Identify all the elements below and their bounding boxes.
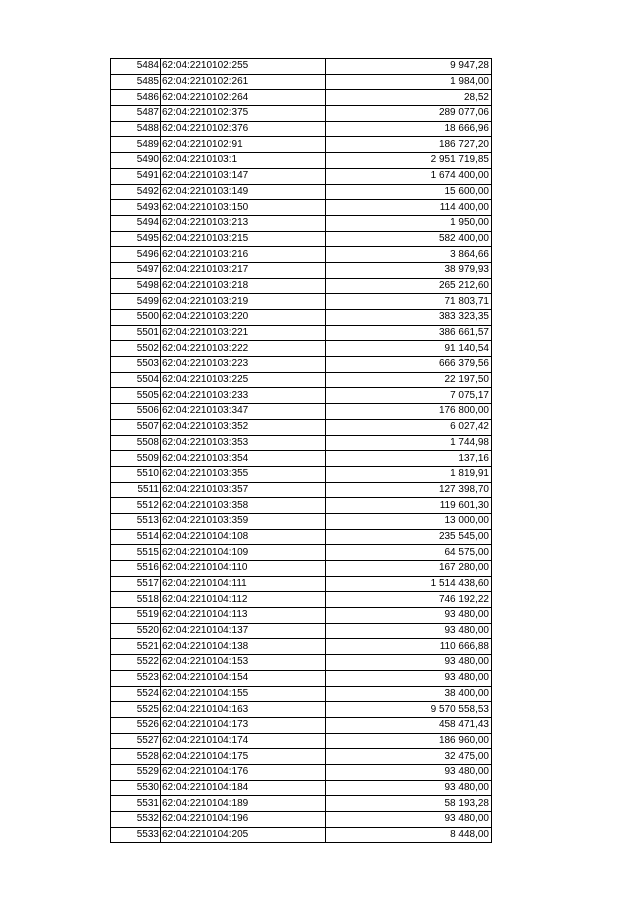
cadastral-number-cell: 62:04:2210103:217 (161, 262, 326, 278)
table-row (111, 357, 492, 373)
value-cell: 38 400,00 (326, 686, 492, 702)
cadastral-number-cell: 62:04:2210104:154 (161, 670, 326, 686)
table-row (111, 827, 492, 843)
cadastral-number-cell: 62:04:2210102:264 (161, 90, 326, 106)
row-number-cell: 5490 (111, 153, 161, 169)
table-row (111, 592, 492, 608)
table-row (111, 278, 492, 294)
row-number-cell: 5529 (111, 764, 161, 780)
cadastral-number-cell: 62:04:2210104:184 (161, 780, 326, 796)
row-number-cell: 5528 (111, 749, 161, 765)
cadastral-number-cell: 62:04:2210104:108 (161, 529, 326, 545)
cadastral-number-cell: 62:04:2210103:354 (161, 451, 326, 467)
table-row (111, 561, 492, 577)
table-row (111, 576, 492, 592)
cadastral-number-cell: 62:04:2210103:150 (161, 200, 326, 216)
table-row (111, 670, 492, 686)
table-row (111, 90, 492, 106)
table-row (111, 184, 492, 200)
row-number-cell: 5523 (111, 670, 161, 686)
cadastral-number-cell: 62:04:2210104:173 (161, 717, 326, 733)
row-number-cell: 5491 (111, 168, 161, 184)
table-row (111, 372, 492, 388)
value-cell: 176 800,00 (326, 404, 492, 420)
table-row (111, 686, 492, 702)
row-number-cell: 5492 (111, 184, 161, 200)
row-number-cell: 5521 (111, 639, 161, 655)
value-cell: 167 280,00 (326, 561, 492, 577)
cadastral-number-cell: 62:04:2210103:220 (161, 310, 326, 326)
value-cell: 64 575,00 (326, 545, 492, 561)
row-number-cell: 5527 (111, 733, 161, 749)
cadastral-number-cell: 62:04:2210102:376 (161, 121, 326, 137)
value-cell: 137,16 (326, 451, 492, 467)
table-row (111, 106, 492, 122)
cadastral-number-cell: 62:04:2210104:205 (161, 827, 326, 843)
table-row (111, 168, 492, 184)
value-cell: 38 979,93 (326, 262, 492, 278)
row-number-cell: 5507 (111, 419, 161, 435)
row-number-cell: 5496 (111, 247, 161, 263)
value-cell: 58 193,28 (326, 796, 492, 812)
value-cell: 71 803,71 (326, 294, 492, 310)
cadastral-number-cell: 62:04:2210104:163 (161, 702, 326, 718)
cadastral-number-cell: 62:04:2210102:91 (161, 137, 326, 153)
cadastral-number-cell: 62:04:2210103:225 (161, 372, 326, 388)
value-cell: 383 323,35 (326, 310, 492, 326)
table-row (111, 341, 492, 357)
row-number-cell: 5493 (111, 200, 161, 216)
cadastral-number-cell: 62:04:2210104:189 (161, 796, 326, 812)
table-row (111, 764, 492, 780)
value-cell: 93 480,00 (326, 812, 492, 828)
row-number-cell: 5485 (111, 74, 161, 90)
value-cell: 9 947,28 (326, 59, 492, 75)
cadastral-number-cell: 62:04:2210103:149 (161, 184, 326, 200)
cadastral-number-cell: 62:04:2210103:355 (161, 466, 326, 482)
cadastral-number-cell: 62:04:2210103:218 (161, 278, 326, 294)
table-row (111, 419, 492, 435)
value-cell: 15 600,00 (326, 184, 492, 200)
row-number-cell: 5500 (111, 310, 161, 326)
cadastral-number-cell: 62:04:2210104:153 (161, 655, 326, 671)
table-row (111, 749, 492, 765)
value-cell: 93 480,00 (326, 670, 492, 686)
value-cell: 3 864,66 (326, 247, 492, 263)
row-number-cell: 5531 (111, 796, 161, 812)
row-number-cell: 5505 (111, 388, 161, 404)
value-cell: 1 950,00 (326, 215, 492, 231)
value-cell: 458 471,43 (326, 717, 492, 733)
cadastral-number-cell: 62:04:2210104:174 (161, 733, 326, 749)
cadastral-number-cell: 62:04:2210103:223 (161, 357, 326, 373)
value-cell: 235 545,00 (326, 529, 492, 545)
table-row (111, 529, 492, 545)
cadastral-number-cell: 62:04:2210103:213 (161, 215, 326, 231)
value-cell: 18 666,96 (326, 121, 492, 137)
value-cell: 582 400,00 (326, 231, 492, 247)
value-cell: 2 951 719,85 (326, 153, 492, 169)
table-row (111, 639, 492, 655)
table-row (111, 325, 492, 341)
value-cell: 127 398,70 (326, 482, 492, 498)
value-cell: 746 192,22 (326, 592, 492, 608)
cadastral-number-cell: 62:04:2210104:110 (161, 561, 326, 577)
cadastral-number-cell: 62:04:2210103:358 (161, 498, 326, 514)
row-number-cell: 5532 (111, 812, 161, 828)
cadastral-number-cell: 62:04:2210103:222 (161, 341, 326, 357)
table-row (111, 812, 492, 828)
value-cell: 93 480,00 (326, 780, 492, 796)
value-cell: 666 379,56 (326, 357, 492, 373)
cadastral-number-cell: 62:04:2210103:221 (161, 325, 326, 341)
table-row (111, 623, 492, 639)
table-row (111, 608, 492, 624)
data-table (110, 58, 492, 843)
value-cell: 93 480,00 (326, 623, 492, 639)
value-cell: 9 570 558,53 (326, 702, 492, 718)
value-cell: 13 000,00 (326, 513, 492, 529)
cadastral-number-cell: 62:04:2210103:353 (161, 435, 326, 451)
value-cell: 386 661,57 (326, 325, 492, 341)
value-cell: 7 075,17 (326, 388, 492, 404)
row-number-cell: 5509 (111, 451, 161, 467)
table-row (111, 717, 492, 733)
row-number-cell: 5511 (111, 482, 161, 498)
cadastral-number-cell: 62:04:2210102:375 (161, 106, 326, 122)
table-row (111, 153, 492, 169)
row-number-cell: 5504 (111, 372, 161, 388)
row-number-cell: 5499 (111, 294, 161, 310)
table-row (111, 404, 492, 420)
table-row (111, 231, 492, 247)
table-body (111, 59, 492, 843)
row-number-cell: 5498 (111, 278, 161, 294)
row-number-cell: 5515 (111, 545, 161, 561)
table-row (111, 733, 492, 749)
cadastral-number-cell: 62:04:2210103:147 (161, 168, 326, 184)
value-cell: 6 027,42 (326, 419, 492, 435)
row-number-cell: 5533 (111, 827, 161, 843)
table-row (111, 513, 492, 529)
cadastral-number-cell: 62:04:2210103:359 (161, 513, 326, 529)
row-number-cell: 5518 (111, 592, 161, 608)
table-row (111, 545, 492, 561)
table-row (111, 780, 492, 796)
row-number-cell: 5516 (111, 561, 161, 577)
value-cell: 91 140,54 (326, 341, 492, 357)
value-cell: 1 984,00 (326, 74, 492, 90)
row-number-cell: 5530 (111, 780, 161, 796)
cadastral-number-cell: 62:04:2210102:261 (161, 74, 326, 90)
value-cell: 93 480,00 (326, 764, 492, 780)
table-row (111, 796, 492, 812)
table-row (111, 262, 492, 278)
value-cell: 289 077,06 (326, 106, 492, 122)
row-number-cell: 5502 (111, 341, 161, 357)
row-number-cell: 5520 (111, 623, 161, 639)
table-row (111, 451, 492, 467)
cadastral-number-cell: 62:04:2210104:196 (161, 812, 326, 828)
row-number-cell: 5513 (111, 513, 161, 529)
row-number-cell: 5514 (111, 529, 161, 545)
table-row (111, 702, 492, 718)
cadastral-number-cell: 62:04:2210104:176 (161, 764, 326, 780)
cadastral-number-cell: 62:04:2210104:112 (161, 592, 326, 608)
value-cell: 114 400,00 (326, 200, 492, 216)
row-number-cell: 5506 (111, 404, 161, 420)
value-cell: 22 197,50 (326, 372, 492, 388)
value-cell: 8 448,00 (326, 827, 492, 843)
value-cell: 186 960,00 (326, 733, 492, 749)
cadastral-number-cell: 62:04:2210103:347 (161, 404, 326, 420)
value-cell: 1 744,98 (326, 435, 492, 451)
row-number-cell: 5526 (111, 717, 161, 733)
table-row (111, 74, 492, 90)
row-number-cell: 5517 (111, 576, 161, 592)
row-number-cell: 5501 (111, 325, 161, 341)
row-number-cell: 5497 (111, 262, 161, 278)
value-cell: 1 514 438,60 (326, 576, 492, 592)
table-row (111, 137, 492, 153)
row-number-cell: 5486 (111, 90, 161, 106)
value-cell: 93 480,00 (326, 655, 492, 671)
cadastral-number-cell: 62:04:2210103:215 (161, 231, 326, 247)
table-row (111, 247, 492, 263)
value-cell: 265 212,60 (326, 278, 492, 294)
cadastral-number-cell: 62:04:2210104:137 (161, 623, 326, 639)
row-number-cell: 5525 (111, 702, 161, 718)
table-row (111, 498, 492, 514)
value-cell: 93 480,00 (326, 608, 492, 624)
table-row (111, 294, 492, 310)
table-row (111, 435, 492, 451)
cadastral-number-cell: 62:04:2210104:109 (161, 545, 326, 561)
value-cell: 119 601,30 (326, 498, 492, 514)
table-row (111, 215, 492, 231)
row-number-cell: 5495 (111, 231, 161, 247)
cadastral-number-cell: 62:04:2210103:352 (161, 419, 326, 435)
cadastral-number-cell: 62:04:2210104:111 (161, 576, 326, 592)
table-row (111, 59, 492, 75)
table-row (111, 466, 492, 482)
row-number-cell: 5510 (111, 466, 161, 482)
cadastral-number-cell: 62:04:2210104:155 (161, 686, 326, 702)
row-number-cell: 5494 (111, 215, 161, 231)
cadastral-number-cell: 62:04:2210103:216 (161, 247, 326, 263)
value-cell: 1 819,91 (326, 466, 492, 482)
cadastral-number-cell: 62:04:2210103:219 (161, 294, 326, 310)
row-number-cell: 5508 (111, 435, 161, 451)
value-cell: 32 475,00 (326, 749, 492, 765)
row-number-cell: 5519 (111, 608, 161, 624)
cadastral-number-cell: 62:04:2210103:1 (161, 153, 326, 169)
row-number-cell: 5524 (111, 686, 161, 702)
cadastral-number-cell: 62:04:2210104:175 (161, 749, 326, 765)
table-row (111, 388, 492, 404)
table-row (111, 310, 492, 326)
table-row (111, 200, 492, 216)
value-cell: 28,52 (326, 90, 492, 106)
table-row (111, 482, 492, 498)
value-cell: 1 674 400,00 (326, 168, 492, 184)
value-cell: 186 727,20 (326, 137, 492, 153)
cadastral-number-cell: 62:04:2210102:255 (161, 59, 326, 75)
value-cell: 110 666,88 (326, 639, 492, 655)
row-number-cell: 5503 (111, 357, 161, 373)
row-number-cell: 5488 (111, 121, 161, 137)
cadastral-number-cell: 62:04:2210103:357 (161, 482, 326, 498)
row-number-cell: 5484 (111, 59, 161, 75)
row-number-cell: 5487 (111, 106, 161, 122)
cadastral-number-cell: 62:04:2210104:138 (161, 639, 326, 655)
table-row (111, 655, 492, 671)
row-number-cell: 5512 (111, 498, 161, 514)
row-number-cell: 5489 (111, 137, 161, 153)
cadastral-number-cell: 62:04:2210103:233 (161, 388, 326, 404)
row-number-cell: 5522 (111, 655, 161, 671)
table-row (111, 121, 492, 137)
cadastral-number-cell: 62:04:2210104:113 (161, 608, 326, 624)
